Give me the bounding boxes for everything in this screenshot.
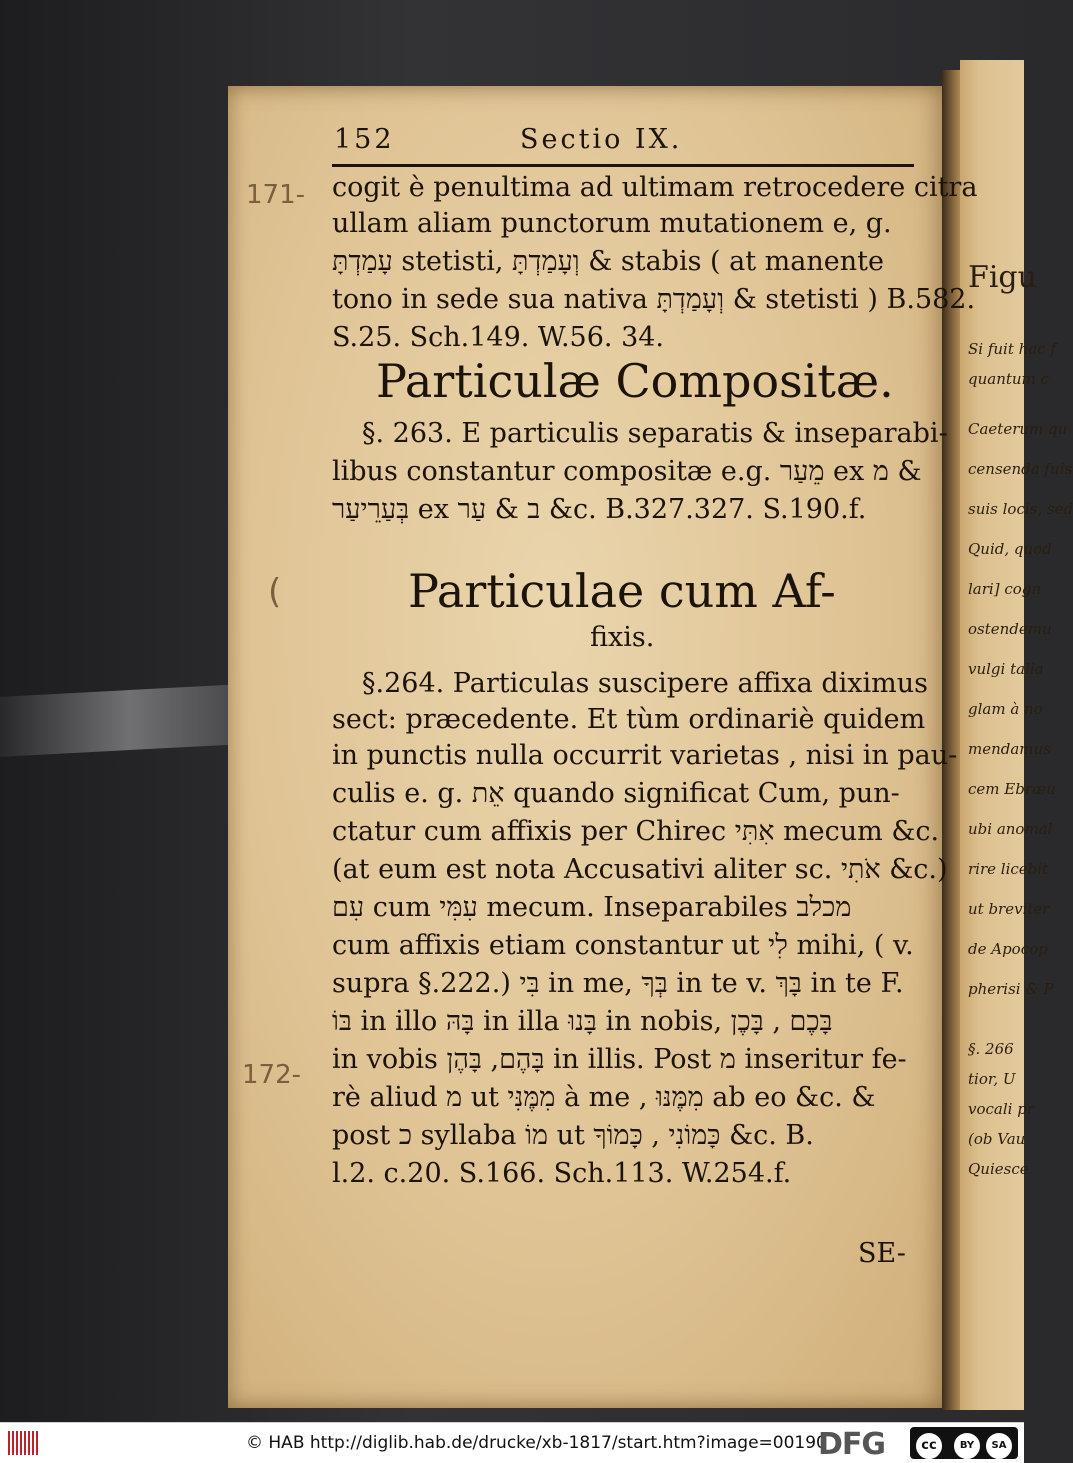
facing-page-fragment: Caeterum qu <box>968 420 1068 438</box>
catchword: SE- <box>858 1238 906 1269</box>
facing-page-fragment: pherisi & P <box>968 980 1054 998</box>
facing-page-fragment: ut breviter <box>968 900 1050 918</box>
facing-page-fragment: ostendemu <box>968 620 1052 638</box>
text-line: §.264. Particulas suscipere affixa diximus <box>362 668 928 699</box>
text-line: tono in sede sua nativa וְעָמַדְתָּ & stetisti ) B.582. <box>332 284 976 315</box>
text-line: cogit è penultima ad ultimam retrocedere citra <box>332 172 978 203</box>
text-line: בְּעַרֵיעַר ex ב & עַר &c. B.327.327. S.190.f. <box>332 494 867 525</box>
text-line: post כ syllaba מוֹ ut כָּמוֹנִי , כָּמוֹךָ &c. B. <box>332 1120 814 1151</box>
facing-page-fragment: Si fuit hac f <box>968 340 1056 358</box>
page-number: 152 <box>334 124 395 155</box>
facing-page-fragment: lari] cogn <box>968 580 1042 598</box>
facing-page-fragment: (ob Vau <box>968 1130 1026 1148</box>
text-line: cum affixis etiam constantur ut לִי mihi, ( v. <box>332 930 914 961</box>
facing-page-fragment: mendamus <box>968 740 1051 758</box>
facing-page-fragment: vocali pr <box>968 1100 1034 1118</box>
facing-page-fragment: Figu <box>968 260 1037 295</box>
margin-note: ( <box>268 572 282 612</box>
facing-page-fragment: tior, U <box>968 1070 1016 1088</box>
facing-page-fragment: glam à no <box>968 700 1043 718</box>
cc-license-badge[interactable] <box>910 1427 1018 1459</box>
by-icon: BY <box>954 1433 980 1459</box>
text-line: libus constantur compositæ e.g. מֵעַר ex מ & <box>332 456 922 487</box>
text-line: ullam aliam punctorum mutationem e, g. <box>332 208 892 239</box>
facing-page-fragment: quantum c <box>968 370 1049 388</box>
text-line: in vobis בָּהֶם, בָּהֶן in illis. Post מ inseritur fe- <box>332 1044 907 1075</box>
margin-note: 172- <box>242 1060 302 1090</box>
text-line: §. 263. E particulis separatis & inseparabi- <box>362 418 948 449</box>
section-heading: Particulæ Compositæ. <box>376 354 894 408</box>
cc-icon: cc <box>916 1433 942 1459</box>
text-line: עִם cum עִמִּי mecum. Inseparabiles מכלב <box>332 892 852 923</box>
text-line: culis e. g. אֵת quando significat Cum, pun- <box>332 778 900 809</box>
text-line: ctatur cum affixis per Chirec אִתִּי mecum &c. <box>332 816 940 847</box>
text-line: עָמַדְתָּ stetisti, וְעָמַדְתָּ & stabis ( at manente <box>332 246 884 277</box>
barcode-icon <box>8 1431 38 1455</box>
text-line: supra §.222.) בִּי in me, בְּךָ in te v. בָּךְ in te F. <box>332 968 904 999</box>
facing-page-fragment: Quiesce <box>968 1160 1029 1178</box>
text-line: בּוֹ in illo בָּהּ in illa בָּנוּ in nobis, בָּכֶם , בָּכֶן <box>332 1006 833 1037</box>
facing-page-fragment: cem Ebræu <box>968 780 1056 798</box>
facing-page-fragment: Quid, quod <box>968 540 1052 558</box>
running-head: Sectio IX. <box>520 124 683 155</box>
text-line: rè aliud מ ut מִמֶּנִּי à me , מִמֶּנּוּ ab eo &c. & <box>332 1082 876 1113</box>
facing-page-fragment: §. 266 <box>968 1040 1014 1058</box>
text-line: S.25. Sch.149. W.56. 34. <box>332 322 665 353</box>
margin-note: 171- <box>246 180 306 210</box>
facing-page-fragment: rire licebit <box>968 860 1049 878</box>
facing-page-fragment: censenda fuis <box>968 460 1073 478</box>
facing-page-fragment: de Apocop <box>968 940 1048 958</box>
copyright-link[interactable]: © HAB http://diglib.hab.de/drucke/xb-1817/start.htm?image=00190 <box>246 1433 827 1453</box>
facing-page <box>960 60 1073 1410</box>
text-line: sect: præcedente. Et tùm ordinariè quidem <box>332 704 926 735</box>
section-heading-continued: fixis. <box>590 622 655 653</box>
text-line: in punctis nulla occurrit varietas , nisi in pau- <box>332 740 958 771</box>
facing-page-fragment: vulgi talia <box>968 660 1044 678</box>
text-line: l.2. c.20. S.166. Sch.113. W.254.f. <box>332 1158 792 1189</box>
dfg-logo: DFG <box>818 1427 886 1462</box>
sa-icon: SA <box>986 1433 1012 1459</box>
header-rule <box>332 164 914 167</box>
viewer-footer <box>0 1422 1024 1463</box>
facing-page-fragment: suis locis, sed <box>968 500 1073 518</box>
facing-page-fragment: ubi anomal <box>968 820 1053 838</box>
section-heading: Particulae cum Af- <box>408 564 836 618</box>
text-line: (at eum est nota Accusativi aliter sc. אֹתִי &c.) <box>332 854 948 885</box>
